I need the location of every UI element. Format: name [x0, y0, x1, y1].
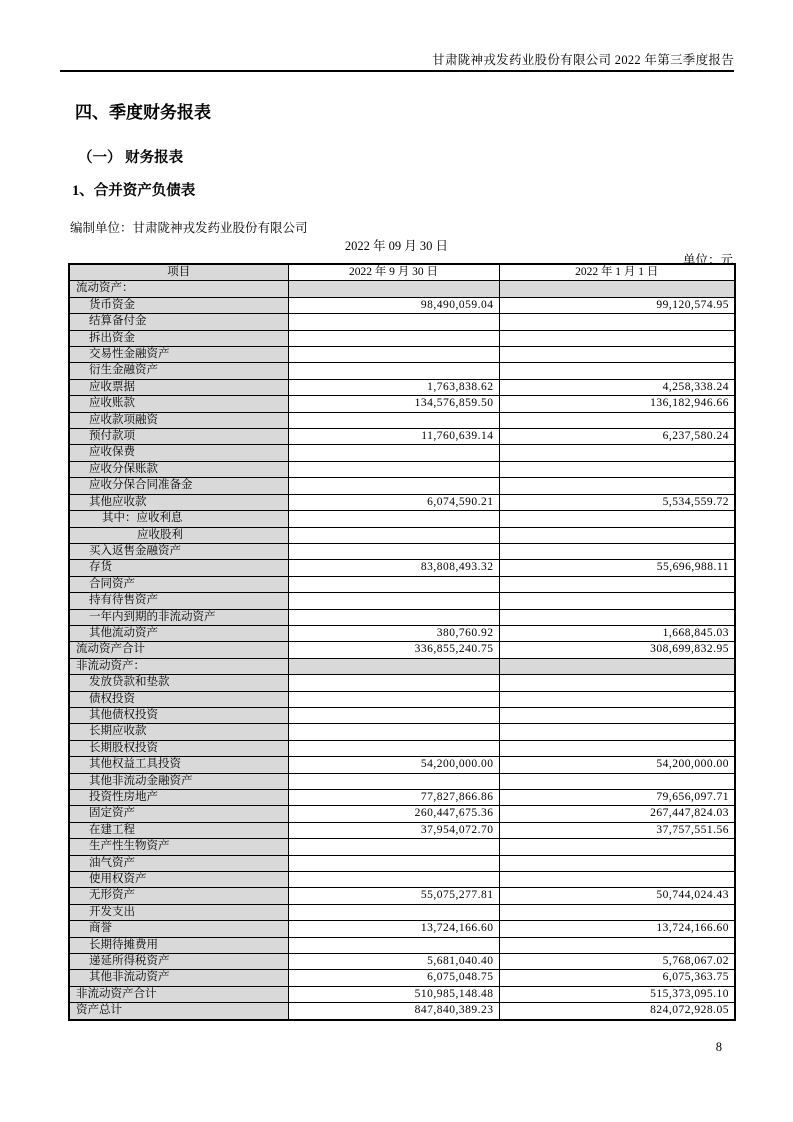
value-2022-09-30-cell: 83,808,493.32 — [288, 560, 499, 576]
item-cell: 债权投资 — [69, 691, 288, 707]
table-row — [69, 461, 735, 477]
table-row — [69, 1003, 735, 1020]
item-cell: 生产性生物资产 — [69, 839, 288, 855]
unit-label: 单位：元 — [682, 253, 733, 267]
table-row — [69, 429, 735, 445]
section-heading: 四、季度财务报表 — [75, 103, 211, 122]
item-cell: 使用权资产 — [69, 872, 288, 888]
balance-sheet-body — [69, 281, 735, 1020]
table-row — [69, 921, 735, 937]
value-2022-09-30-cell: 98,490,059.04 — [288, 297, 499, 313]
value-2022-01-01-cell — [499, 707, 735, 723]
value-2022-01-01-cell: 37,757,551.56 — [499, 822, 735, 838]
value-2022-09-30-cell — [288, 412, 499, 428]
value-2022-01-01-cell: 824,072,928.05 — [499, 1003, 735, 1020]
table-row — [69, 363, 735, 379]
value-2022-09-30-cell — [288, 773, 499, 789]
table-row — [69, 347, 735, 363]
value-2022-09-30-cell — [288, 675, 499, 691]
item-cell: 其他债权投资 — [69, 707, 288, 723]
column-header-2022-09-30: 2022 年 9 月 30 日 — [288, 264, 499, 281]
table-row — [69, 773, 735, 789]
item-cell: 发放贷款和垫款 — [69, 675, 288, 691]
table-row — [69, 790, 735, 806]
item-cell: 非流动资产合计 — [69, 986, 288, 1002]
header-divider-line — [60, 70, 734, 72]
item-cell: 长期应收款 — [69, 724, 288, 740]
value-2022-01-01-cell: 136,182,946.66 — [499, 396, 735, 412]
table-row — [69, 855, 735, 871]
prepared-by-label: 编制单位：甘肃陇神戎发药业股份有限公司 — [70, 221, 308, 235]
table-row — [69, 806, 735, 822]
value-2022-09-30-cell — [288, 511, 499, 527]
value-2022-09-30-cell — [288, 461, 499, 477]
value-2022-09-30-cell — [288, 330, 499, 346]
value-2022-09-30-cell — [288, 839, 499, 855]
value-2022-01-01-cell: 5,534,559.72 — [499, 494, 735, 510]
table-row — [69, 724, 735, 740]
value-2022-01-01-cell: 308,699,832.95 — [499, 642, 735, 658]
table-row — [69, 560, 735, 576]
item-cell: 应收分保账款 — [69, 461, 288, 477]
table-row — [69, 707, 735, 723]
item-cell: 一年内到期的非流动资产 — [69, 609, 288, 625]
value-2022-09-30-cell — [288, 347, 499, 363]
item-cell: 其他应收款 — [69, 494, 288, 510]
item-cell: 长期待摊费用 — [69, 937, 288, 953]
value-2022-01-01-cell: 54,200,000.00 — [499, 757, 735, 773]
section-row — [69, 281, 735, 297]
value-2022-01-01-cell — [499, 855, 735, 871]
value-2022-01-01-cell — [499, 576, 735, 592]
item-cell: 流动资产合计 — [69, 642, 288, 658]
item-cell: 应收账款 — [69, 396, 288, 412]
table-row — [69, 379, 735, 395]
statement-date: 2022 年 09 月 30 日 — [344, 239, 449, 253]
value-2022-01-01-cell: 13,724,166.60 — [499, 921, 735, 937]
value-2022-01-01-cell — [499, 724, 735, 740]
value-2022-01-01-cell — [499, 675, 735, 691]
item-cell: 其他流动资产 — [69, 625, 288, 641]
item-cell: 结算备付金 — [69, 314, 288, 330]
table-row — [69, 330, 735, 346]
value-2022-01-01-cell: 55,696,988.11 — [499, 560, 735, 576]
value-2022-09-30-cell — [288, 937, 499, 953]
table-row — [69, 986, 735, 1002]
value-2022-01-01-cell: 1,668,845.03 — [499, 625, 735, 641]
item-cell: 应收股利 — [69, 527, 288, 543]
table-row — [69, 954, 735, 970]
value-2022-01-01-cell — [499, 445, 735, 461]
value-2022-01-01-cell: 515,373,095.10 — [499, 986, 735, 1002]
item-cell: 应收票据 — [69, 379, 288, 395]
value-2022-01-01-cell — [499, 478, 735, 494]
item-cell: 在建工程 — [69, 822, 288, 838]
value-2022-01-01-cell — [499, 609, 735, 625]
table-row — [69, 757, 735, 773]
value-2022-01-01-cell: 79,656,097.71 — [499, 790, 735, 806]
value-2022-01-01-cell — [499, 511, 735, 527]
table-header-row — [69, 264, 735, 281]
value-2022-09-30-cell: 847,840,389.23 — [288, 1003, 499, 1020]
value-2022-09-30-cell: 260,447,675.36 — [288, 806, 499, 822]
item-cell: 拆出资金 — [69, 330, 288, 346]
value-2022-09-30-cell: 77,827,866.86 — [288, 790, 499, 806]
item-cell: 预付款项 — [69, 429, 288, 445]
table-row — [69, 625, 735, 641]
value-2022-01-01-cell — [499, 461, 735, 477]
value-2022-09-30-cell — [288, 314, 499, 330]
subsection-heading: （一） 财务报表 — [78, 150, 184, 166]
value-2022-01-01-cell: 99,120,574.95 — [499, 297, 735, 313]
value-2022-01-01-cell: 6,075,363.75 — [499, 970, 735, 986]
item-cell: 其他权益工具投资 — [69, 757, 288, 773]
column-header-item: 项目 — [69, 264, 288, 281]
table-row — [69, 675, 735, 691]
value-2022-09-30-cell — [288, 855, 499, 871]
table-row — [69, 314, 735, 330]
value-2022-01-01-cell — [499, 347, 735, 363]
value-2022-09-30-cell — [288, 478, 499, 494]
item-cell: 持有待售资产 — [69, 593, 288, 609]
value-2022-09-30-cell: 134,576,859.50 — [288, 396, 499, 412]
value-2022-09-30-cell — [288, 576, 499, 592]
value-2022-09-30-cell: 6,074,590.21 — [288, 494, 499, 510]
table-row — [69, 822, 735, 838]
section-row — [69, 658, 735, 674]
item-cell: 应收分保合同准备金 — [69, 478, 288, 494]
table-row — [69, 478, 735, 494]
value-2022-09-30-cell: 336,855,240.75 — [288, 642, 499, 658]
value-2022-09-30-cell: 380,760.92 — [288, 625, 499, 641]
table-row — [69, 511, 735, 527]
value-2022-01-01-cell: 267,447,824.03 — [499, 806, 735, 822]
table-row — [69, 609, 735, 625]
value-2022-09-30-cell: 55,075,277.81 — [288, 888, 499, 904]
value-2022-01-01-cell — [499, 904, 735, 920]
item-cell: 合同资产 — [69, 576, 288, 592]
value-2022-09-30-cell: 37,954,072.70 — [288, 822, 499, 838]
value-2022-01-01-cell — [499, 937, 735, 953]
value-2022-09-30-cell — [288, 872, 499, 888]
value-2022-09-30-cell — [288, 543, 499, 559]
item-cell: 递延所得税资产 — [69, 954, 288, 970]
table-row — [69, 642, 735, 658]
value-2022-01-01-cell — [499, 527, 735, 543]
value-2022-01-01-cell — [499, 314, 735, 330]
value-2022-01-01-cell — [499, 412, 735, 428]
item-cell: 存货 — [69, 560, 288, 576]
item-cell: 应收保费 — [69, 445, 288, 461]
value-2022-01-01-cell — [499, 330, 735, 346]
value-2022-01-01-cell — [499, 773, 735, 789]
item-cell: 货币资金 — [69, 297, 288, 313]
value-2022-01-01-cell — [499, 593, 735, 609]
value-2022-09-30-cell — [288, 707, 499, 723]
table-row — [69, 904, 735, 920]
value-2022-09-30-cell — [288, 445, 499, 461]
balance-sheet-table — [68, 263, 736, 1021]
table-row — [69, 839, 735, 855]
table-row — [69, 527, 735, 543]
item-cell: 衍生金融资产 — [69, 363, 288, 379]
value-2022-01-01-cell — [499, 281, 735, 297]
value-2022-09-30-cell: 54,200,000.00 — [288, 757, 499, 773]
value-2022-09-30-cell: 6,075,048.75 — [288, 970, 499, 986]
page-number: 8 — [715, 1040, 722, 1054]
value-2022-09-30-cell: 510,985,148.48 — [288, 986, 499, 1002]
value-2022-09-30-cell — [288, 658, 499, 674]
value-2022-01-01-cell — [499, 839, 735, 855]
table-row — [69, 937, 735, 953]
item-cell: 开发支出 — [69, 904, 288, 920]
item-cell: 固定资产 — [69, 806, 288, 822]
item-cell: 油气资产 — [69, 855, 288, 871]
value-2022-09-30-cell — [288, 904, 499, 920]
table-row — [69, 691, 735, 707]
value-2022-09-30-cell — [288, 724, 499, 740]
table-row — [69, 872, 735, 888]
value-2022-01-01-cell — [499, 872, 735, 888]
item-cell: 其他非流动金融资产 — [69, 773, 288, 789]
value-2022-01-01-cell: 6,237,580.24 — [499, 429, 735, 445]
table-row — [69, 543, 735, 559]
value-2022-09-30-cell: 5,681,040.40 — [288, 954, 499, 970]
item-cell: 长期股权投资 — [69, 740, 288, 756]
value-2022-01-01-cell — [499, 658, 735, 674]
table-row — [69, 593, 735, 609]
column-header-2022-01-01: 2022 年 1 月 1 日 — [499, 264, 735, 281]
item-cell: 其他非流动资产 — [69, 970, 288, 986]
value-2022-01-01-cell — [499, 363, 735, 379]
value-2022-09-30-cell: 11,760,639.14 — [288, 429, 499, 445]
value-2022-01-01-cell: 5,768,067.02 — [499, 954, 735, 970]
item-cell: 非流动资产： — [69, 658, 288, 674]
item-cell: 无形资产 — [69, 888, 288, 904]
value-2022-01-01-cell: 4,258,338.24 — [499, 379, 735, 395]
item-cell: 应收款项融资 — [69, 412, 288, 428]
item-cell: 流动资产： — [69, 281, 288, 297]
table-row — [69, 412, 735, 428]
item-cell: 买入返售金融资产 — [69, 543, 288, 559]
value-2022-09-30-cell: 1,763,838.62 — [288, 379, 499, 395]
item-cell: 交易性金融资产 — [69, 347, 288, 363]
value-2022-09-30-cell — [288, 363, 499, 379]
table-row — [69, 576, 735, 592]
value-2022-01-01-cell — [499, 691, 735, 707]
table-row — [69, 970, 735, 986]
table-row — [69, 297, 735, 313]
value-2022-09-30-cell — [288, 609, 499, 625]
item-cell: 资产总计 — [69, 1003, 288, 1020]
value-2022-09-30-cell: 13,724,166.60 — [288, 921, 499, 937]
table-row — [69, 888, 735, 904]
value-2022-09-30-cell — [288, 281, 499, 297]
item-cell: 商誉 — [69, 921, 288, 937]
table-heading: 1、合并资产负债表 — [72, 183, 196, 199]
value-2022-09-30-cell — [288, 527, 499, 543]
item-cell: 其中：应收利息 — [69, 511, 288, 527]
value-2022-09-30-cell — [288, 691, 499, 707]
value-2022-01-01-cell — [499, 543, 735, 559]
table-row — [69, 740, 735, 756]
value-2022-09-30-cell — [288, 740, 499, 756]
table-row — [69, 396, 735, 412]
item-cell: 投资性房地产 — [69, 790, 288, 806]
value-2022-01-01-cell — [499, 740, 735, 756]
document-header-title: 甘肃陇神戎发药业股份有限公司 2022 年第三季度报告 — [432, 53, 734, 67]
value-2022-01-01-cell: 50,744,024.43 — [499, 888, 735, 904]
table-row — [69, 445, 735, 461]
value-2022-09-30-cell — [288, 593, 499, 609]
table-row — [69, 494, 735, 510]
